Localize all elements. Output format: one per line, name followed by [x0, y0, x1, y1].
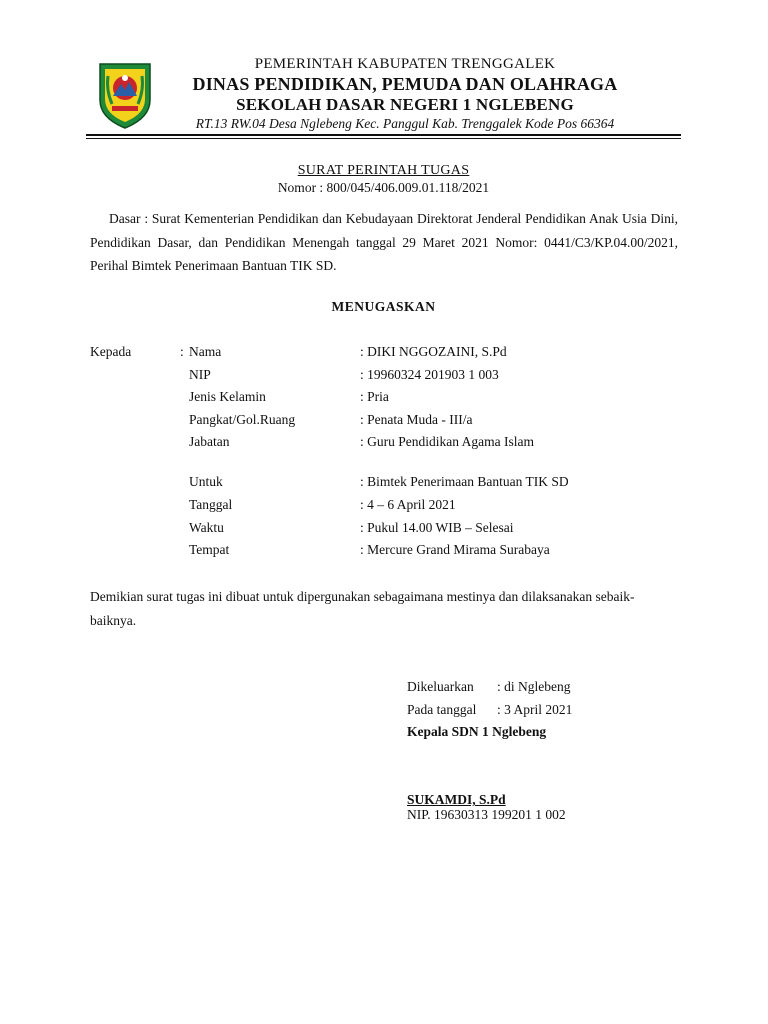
task-label-tanggal: Tanggal: [189, 497, 233, 512]
kepada-label: Kepada: [90, 344, 132, 359]
field-value-jabatan: : Guru Pendidikan Agama Islam: [360, 434, 534, 449]
document-number: Nomor : 800/045/406.009.01.118/2021: [277, 180, 490, 195]
task-value-tanggal: : 4 – 6 April 2021: [360, 497, 456, 512]
task-value-waktu: : Pukul 14.00 WIB – Selesai: [360, 520, 514, 535]
field-value-pangkat: : Penata Muda - III/a: [360, 412, 473, 427]
task-label-tempat: Tempat: [189, 542, 230, 557]
task-label-waktu: Waktu: [189, 520, 224, 535]
dasar-paragraph: Dasar : Surat Kementerian Pendidikan dan Kebudayaan Direktorat Jenderal Pendidikan Anak Usia Dini, Pendidikan Dasar, dan Pendidikan Menengah tanggal 29 Maret 2021 Nomor: 0441/C3/KP.04.00/2021, Perihal Bimtek Penerimaan Bantuan TIK SD.: [90, 211, 678, 273]
header-agency: DINAS PENDIDIKAN, PEMUDA DAN OLAHRAGA: [192, 74, 618, 94]
closing-paragraph: Demikian surat tugas ini dibuat untuk dipergunakan sebagaimana mestinya dan dilaksanakan sebaik-baiknya.: [90, 589, 635, 628]
header-school: SEKOLAH DASAR NEGERI 1 NGLEBENG: [236, 95, 574, 114]
field-label-nama: Nama: [189, 344, 222, 359]
field-label-pangkat: Pangkat/Gol.Ruang: [189, 412, 296, 427]
field-label-jenis-kelamin: Jenis Kelamin: [189, 389, 266, 404]
field-value-nip: : 19960324 201903 1 003: [360, 367, 499, 382]
header-divider-thin: [86, 138, 681, 139]
menugaskan-heading: MENUGASKAN: [331, 299, 436, 314]
field-label-jabatan: Jabatan: [189, 434, 230, 449]
issued-date-label: Pada tanggal: [407, 702, 477, 717]
task-value-tempat: : Mercure Grand Mirama Surabaya: [360, 542, 550, 557]
document-title: SURAT PERINTAH TUGAS: [297, 163, 470, 178]
header-divider-thick: [86, 134, 681, 136]
signatory-position: Kepala SDN 1 Nglebeng: [407, 724, 547, 739]
issued-at-label: Dikeluarkan: [407, 679, 474, 694]
field-value-nama: : DIKI NGGOZAINI, S.Pd: [360, 344, 507, 359]
task-label-untuk: Untuk: [189, 474, 223, 489]
signatory-nip: NIP. 19630313 199201 1 002: [407, 807, 566, 822]
issued-date-value: : 3 April 2021: [497, 702, 573, 717]
issued-at-value: : di Nglebeng: [497, 679, 571, 694]
signatory-name: SUKAMDI, S.Pd: [407, 792, 506, 807]
kepada-colon: :: [180, 344, 184, 359]
header-government: PEMERINTAH KABUPATEN TRENGGALEK: [254, 56, 556, 72]
header-address: RT.13 RW.04 Desa Nglebeng Kec. Panggul Kab. Trenggalek Kode Pos 66364: [195, 116, 615, 131]
task-value-untuk: : Bimtek Penerimaan Bantuan TIK SD: [360, 474, 569, 489]
field-value-jenis-kelamin: : Pria: [360, 389, 389, 404]
field-label-nip: NIP: [189, 367, 211, 382]
